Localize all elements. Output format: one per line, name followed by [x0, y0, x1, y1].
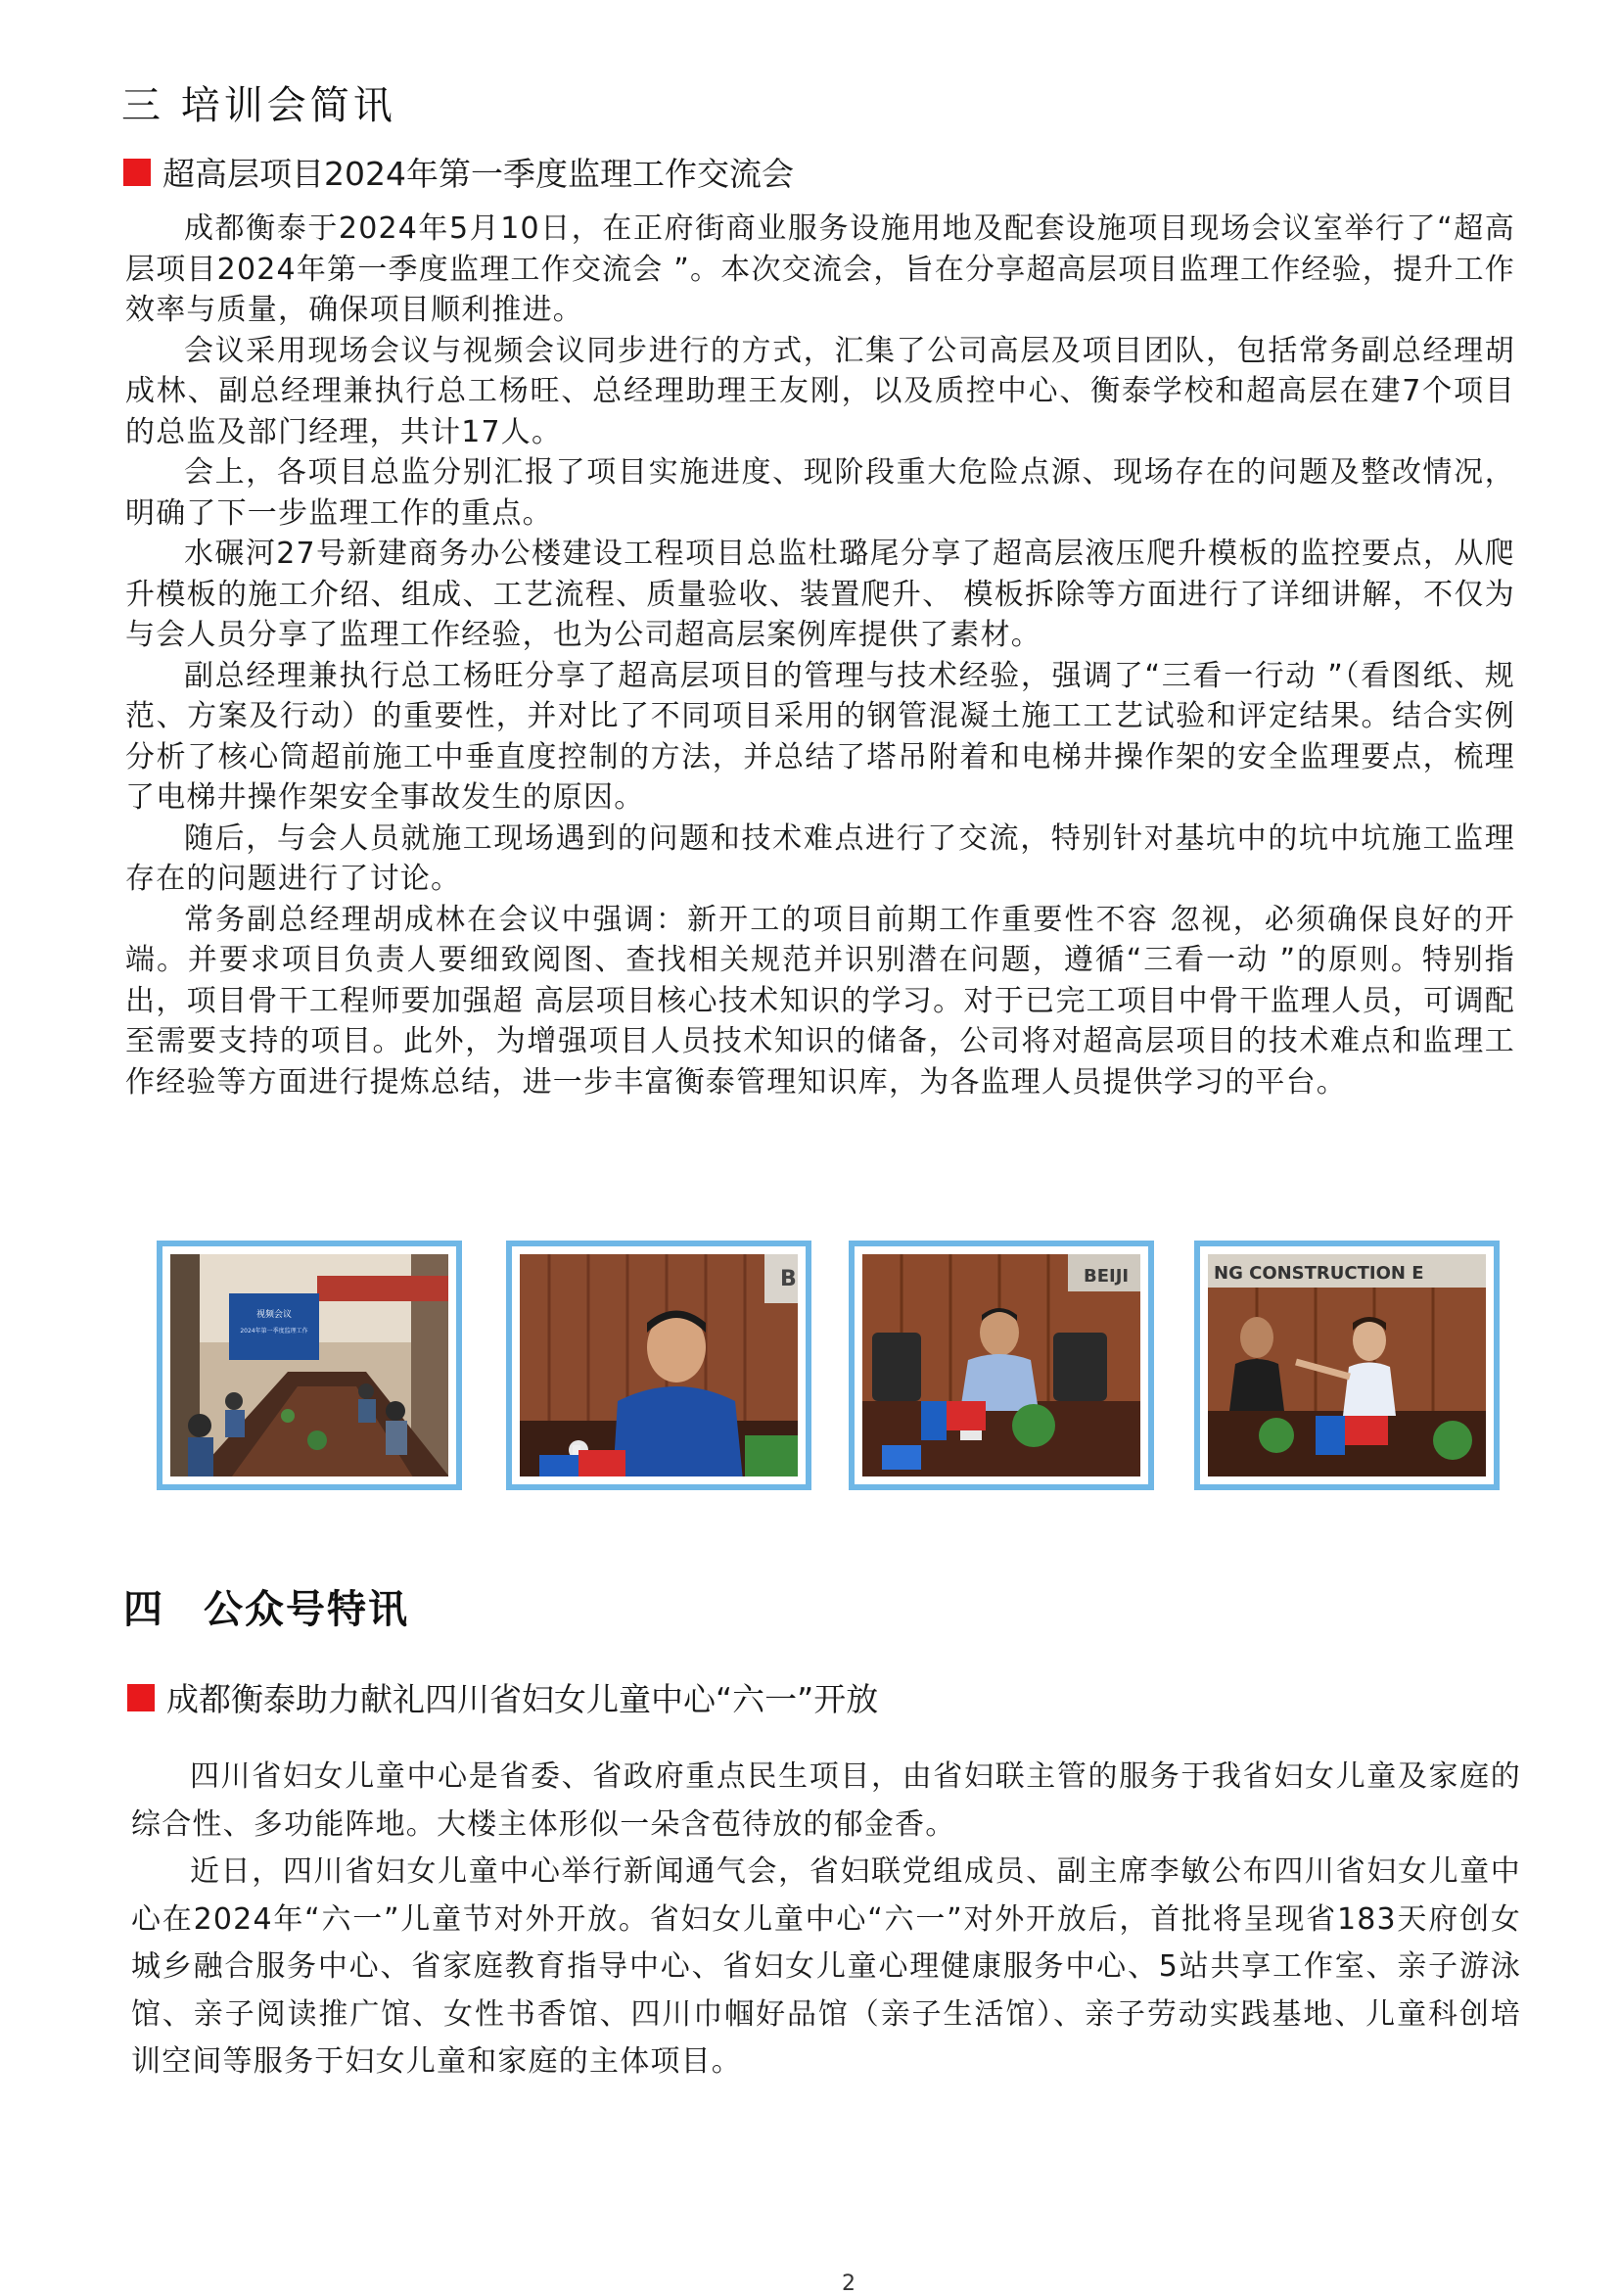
meeting-room-wide-image [170, 1254, 448, 1476]
meeting-photo [157, 1241, 462, 1490]
meeting-photo-row [157, 1241, 1507, 1490]
section-4-subheading [127, 1674, 878, 1720]
wall-text: NG CONSTRUCTION E [1214, 1263, 1424, 1284]
red-square-marker [127, 1684, 155, 1711]
paragraph: 会议采用现场会议与视频会议同步进行的方式，汇集了公司高层及项目团队，包括常务副总经理胡成林、副总经理兼执行总工杨旺、总经理助理王友刚，以及质控中心、衡泰学校和超高层在建7个项目的总监及部门经理，共计17人。 [125, 333, 1515, 449]
screen-subtitle: 2024年第一季度监理工作 [240, 1328, 308, 1335]
discussion-image [1208, 1254, 1486, 1476]
wall-letter: B [780, 1267, 797, 1291]
paragraph: 副总经理兼执行总工杨旺分享了超高层项目的管理与技术经验，强调了“三看一行动 ”（看图纸、规范、方案及行动）的重要性，并对比了不同项目采用的钢管混凝土施工工艺试验和评定结果。结合实例分析了核心筒超前施工中垂直度控制的方法，并总结了塔吊附着和电梯井操作架的安全监理要点，梳理了电梯井操作架安全事故发生的原因。 [125, 658, 1515, 815]
paragraph: 常务副总经理胡成林在会议中强调：新开工的项目前期工作重要性不容 忽视，必须确保良好的开端。并要求项目负责人要细致阅图、查找相关规范并识别潜在问题，遵循“三看一动 ”的原则。特别指出，项目骨干工程师要加强超 高层项目核心技术知识的学习。对于已完工项目中骨干监理人员，可调配至需要支持的项目。此外，为增强项目人员技术知识的储备，公司将对超高层项目的技术难点和监理工作经验等方面进行提炼总结，进一步丰富衡泰管理知识库，为各监理人员提供学习的平台。 [125, 902, 1515, 1100]
section-3-subheading-text: 超高层项目2024年第一季度监理工作交流会 [162, 155, 794, 193]
section-3-heading: 三 培训会简讯 [121, 83, 396, 128]
screen-title: 视频会议 [255, 1310, 293, 1320]
meeting-photo [1194, 1241, 1500, 1490]
red-square-marker [123, 159, 151, 186]
paragraph: 水碾河27号新建商务办公楼建设工程项目总监杜璐尾分享了超高层液压爬升模板的监控要点，从爬升模板的施工介绍、组成、工艺流程、质量验收、装置爬升、 模板拆除等方面进行了详细讲解，不仅为与会人员分享了监理工作经验，也为公司超高层案例库提供了素材。 [125, 537, 1515, 652]
section-4-subheading-text: 成都衡泰助力献礼四川省妇女儿童中心“六一”开放 [166, 1680, 879, 1718]
section-3-body [125, 209, 1515, 1102]
section-3-subheading [123, 149, 794, 195]
paragraph: 成都衡泰于2024年5月10日，在正府街商业服务设施用地及配套设施项目现场会议室举行了“超高层项目2024年第一季度监理工作交流会 ”。本次交流会，旨在分享超高层项目监理工作经验，提升工作效率与质量，确保项目顺利推进。 [125, 211, 1515, 327]
section-4-heading [123, 1578, 409, 1634]
paragraph: 会上，各项目总监分别汇报了项目实施进度、现阶段重大危险点源、现场存在的问题及整改情况，明确了下一步监理工作的重点。 [125, 455, 1515, 531]
section-4-body [131, 1754, 1521, 2086]
paragraph: 随后，与会人员就施工现场遇到的问题和技术难点进行了交流，特别针对基坑中的坑中坑施工监理存在的问题进行了讨论。 [125, 820, 1515, 896]
paragraph: 近日，四川省妇女儿童中心举行新闻通气会，省妇联党组成员、副主席李敏公布四川省妇女儿童中心在2024年“六一”儿童节对外开放。省妇女儿童中心“六一”对外开放后，首批将呈现省183天府创女城乡融合服务中心、省家庭教育指导中心、省妇女儿童心理健康服务中心、5站共享工作室、亲子游泳馆、亲子阅读推广馆、女性书香馆、四川巾帼好品馆（亲子生活馆）、亲子劳动实践基地、儿童科创培训空间等服务于妇女儿童和家庭的主体项目。 [131, 1854, 1521, 2079]
wall-text: BEIJI [1084, 1266, 1130, 1287]
paragraph: 四川省妇女儿童中心是省委、省政府重点民生项目，由省妇联主管的服务于我省妇女儿童及家庭的综合性、多功能阵地。大楼主体形似一朵含苞待放的郁金香。 [131, 1759, 1521, 1842]
section-4-title: 公众号特讯 [204, 1587, 409, 1632]
section-4-number: 四 [123, 1587, 164, 1632]
speaker-blue-shirt-image [520, 1254, 798, 1476]
meeting-photo [849, 1241, 1154, 1490]
seated-man-image [862, 1254, 1140, 1476]
page-number: 2 [842, 2272, 856, 2296]
meeting-photo [506, 1241, 811, 1490]
